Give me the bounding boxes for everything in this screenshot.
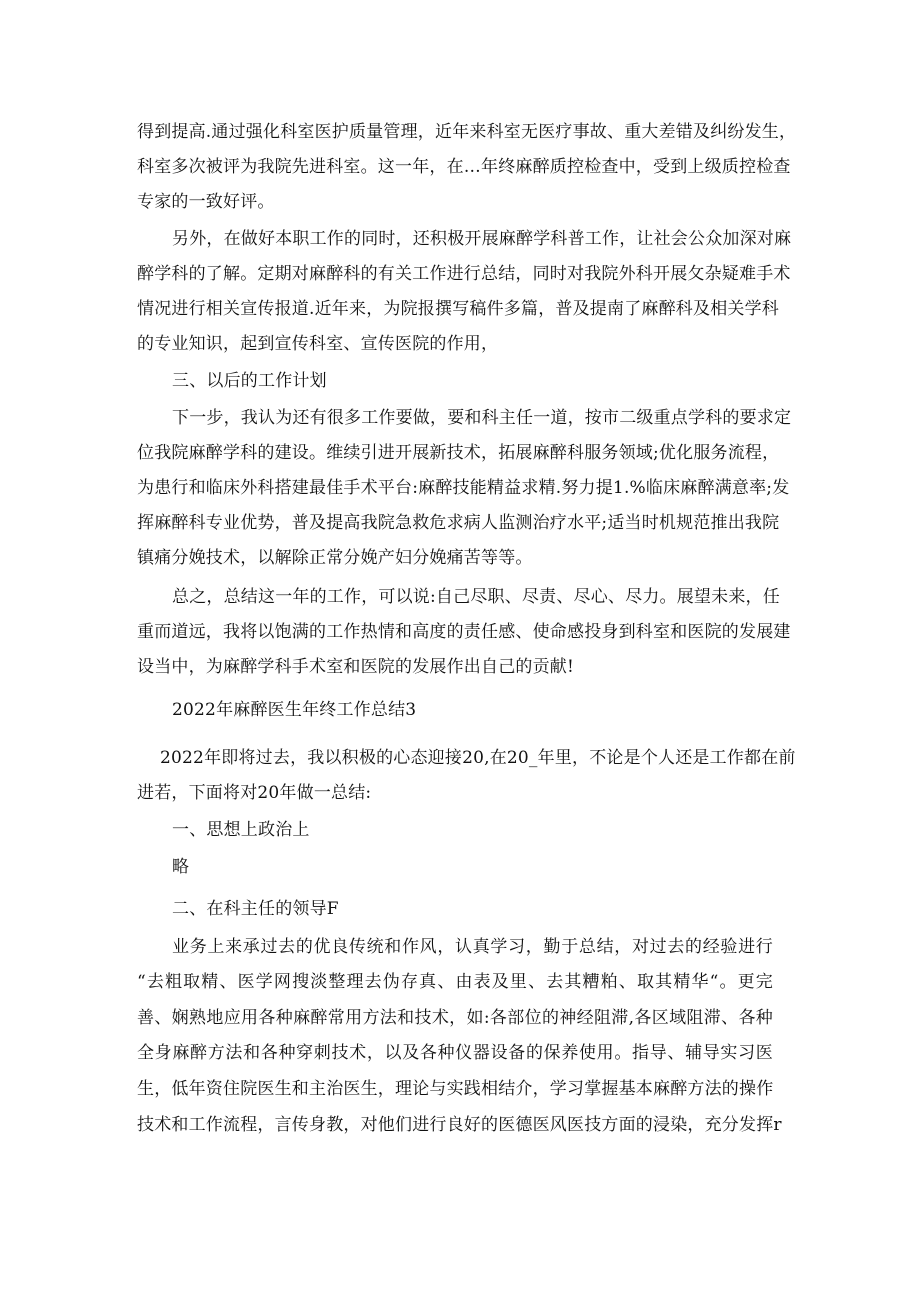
paragraph-line: “去粗取精、医学网搜淡整理去伪存真、由表及里、去其糟粕、取其精华“。更完: [137, 972, 773, 992]
paragraph-line: 挥麻醉科专业优势，普及提高我院急救危求病人监测治疗水平;适当时机规范推出我院: [137, 513, 780, 533]
paragraph-line: 位我院麻醉学科的建设。维续引进开展新技术，拓展麻醉科服务领域;优化服务流程，: [137, 443, 780, 463]
paragraph-line: 2022年即将过去，我以积极的心态迎接20,在20_年里，不论是个人还是工作都在前: [160, 748, 796, 768]
paragraph-line: 总之，总结这一年的工作，可以说:自己尽职、尽责、尽心、尽力。展望未来，任: [172, 587, 780, 607]
paragraph-line: 醉学科的了解。定期对麻醉科的有关工作进行总结，同时对我院外科开展攵杂疑难手术: [137, 264, 791, 284]
paragraph-line: 另外，在做好本职工作的同时，还积极开展麻醉学科普工作，让社会公众加深对麻: [172, 229, 792, 249]
section-heading: 一、思想上政治上: [172, 820, 310, 840]
paragraph-line: 情况进行相关宣传报道.近年来，为院报撰写稿件多篇，普及提南了麻醉科及相关学科: [137, 299, 780, 319]
section-heading: 二、在科主任的领导F: [172, 899, 339, 919]
document-title: 2022年麻醉医生年终工作总结3: [172, 700, 417, 720]
paragraph-line: 全身麻醉方法和各种穿刺技术，以及各种仪器设备的保养使用。指导、辅导实习医: [137, 1043, 773, 1063]
paragraph-line: 镇痛分娩技术，以解除正常分娩产妇分娩痛苦等等。: [137, 548, 533, 568]
paragraph-line: 为患行和临床外科搭建最佳手术平台:麻醉技能精益求精.努力提1.%临床麻醉满意率;发: [137, 478, 790, 498]
paragraph-line: 专家的一致好评。: [137, 192, 275, 212]
paragraph-line: 得到提高.通过强化科室医护质量管理，近年来科室无医疗事故、重大差错及纠纷发生，: [137, 122, 797, 142]
paragraph-line: 的专业知识，起到宣传科室、宣传医院的作用，: [137, 334, 499, 354]
paragraph-line: 重而道远，我将以饱满的工作热情和高度的责任感、使命感投身到科室和医院的发展建: [137, 622, 791, 642]
paragraph-line: 科室多次被评为我院先进科室。这一年，在…年终麻醉质控检查中，受到上级质控检查: [137, 157, 791, 177]
paragraph-line: 下一步，我认为还有很多工作要做，要和科主任一道，按市二级重点学科的要求定: [172, 408, 792, 428]
paragraph-line: 设当中，为麻醉学科手术室和医院的发展作出自己的贡献!: [137, 657, 575, 677]
paragraph-line: 善、娴熟地应用各种麻醉常用方法和技术，如:各部位的神经阻滞,各区域阻滞、各种: [137, 1008, 773, 1028]
omitted-note: 略: [172, 857, 190, 877]
section-heading: 三、以后的工作计划: [172, 371, 327, 391]
paragraph-line: 进若，下面将对20年做一总结:: [137, 783, 372, 803]
paragraph-line: 业务上来承过去的优良传统和作风，认真学习，勤于总结，对过去的经验进行: [172, 937, 773, 957]
paragraph-line: 技术和工作流程，言传身教，对他们进行良好的医德医风医技方面的浸染，充分发挥r: [137, 1115, 782, 1135]
paragraph-line: 生，低年资住院医生和主治医生，理论与实践相结介，学习掌握基本麻醉方法的操作: [137, 1079, 774, 1099]
